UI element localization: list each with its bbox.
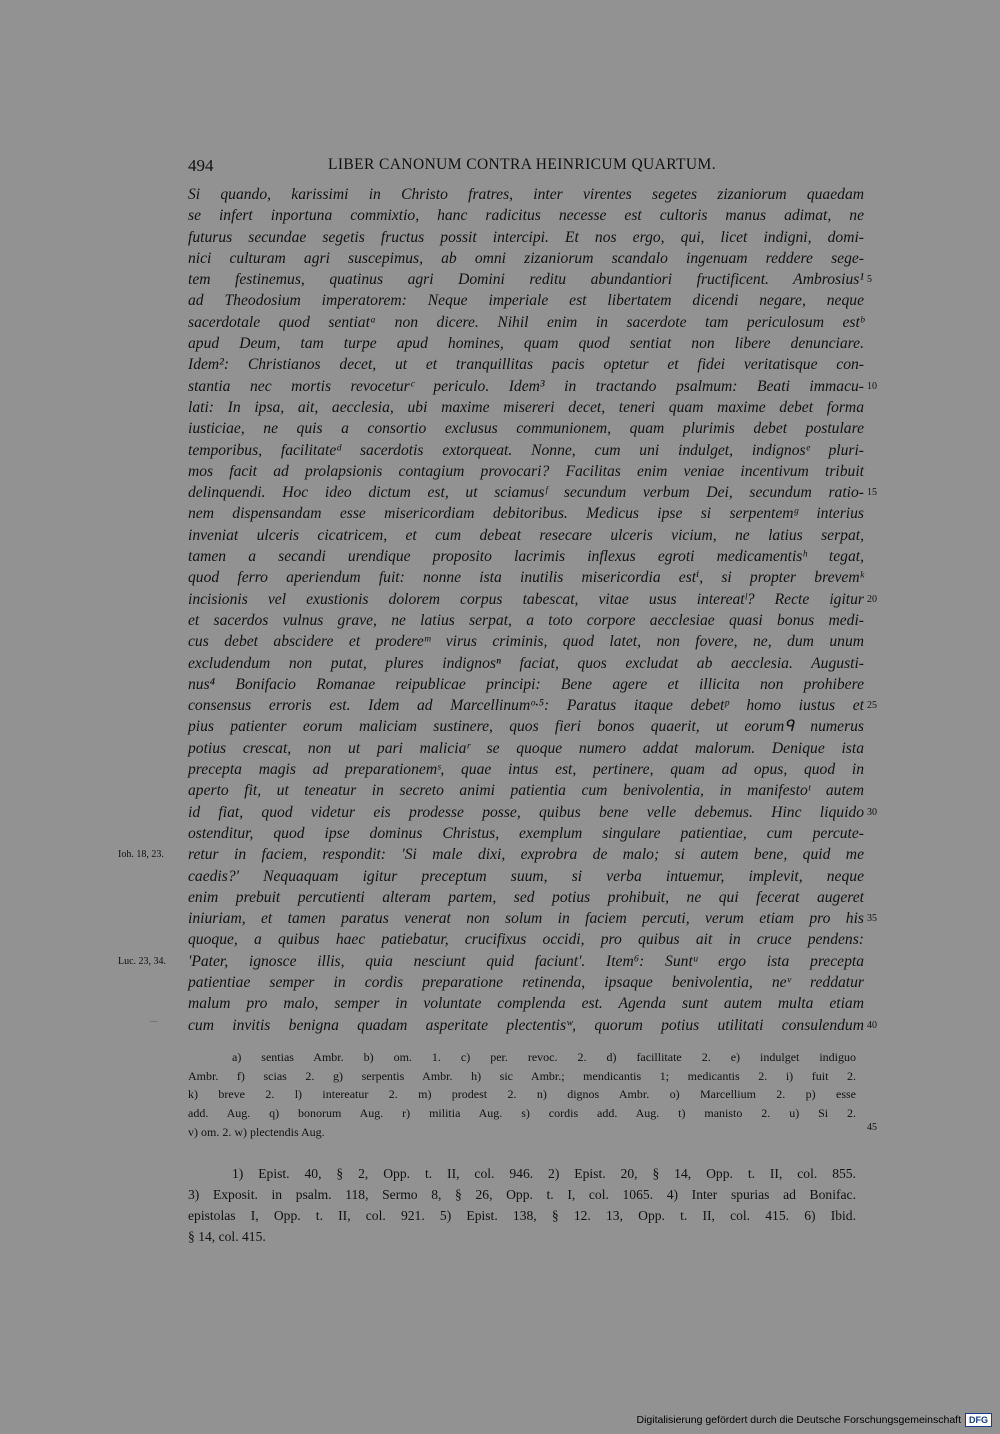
- line-number: 30: [867, 806, 877, 818]
- line-number: 40: [867, 1019, 877, 1031]
- source-references: [188, 1163, 856, 1247]
- text-line: cum invitis benigna quadam asperitate plectentisʷ, quorum potius utilitati consulendum: [188, 1016, 864, 1034]
- text-line: apud Deum, tam turpe apud homines, quam quod sentiat non libere denunciare.: [188, 335, 864, 353]
- text-line: aperto fit, ut teneatur in secreto animi patientia cum benivolentia, in manifestoᵗ autem: [188, 782, 864, 800]
- text-line: potius crescat, non ut pari maliciaʳ se quoque numero addat malorum. Denique ista: [188, 739, 864, 757]
- dfg-logo: DFG: [965, 1413, 992, 1427]
- source-reference-line: § 14, col. 415.: [188, 1229, 266, 1244]
- text-line: Idem²: Christianos decet, ut et tranquillitas pacis optetur et fidei veritatisque con-: [188, 356, 864, 374]
- text-line: caedis?' Nequaquam igitur preceptum suum, si verba intuemur, implevit, neque: [188, 867, 864, 885]
- variant-note-line: a) sentias Ambr. b) om. 1. c) per. revoc. 2. d) facillitate 2. e) indulget indiguo: [232, 1050, 856, 1064]
- text-line: excludendum non putat, plures indignosⁿ faciat, quos excludat ab aecclesia. Augusti-: [188, 654, 864, 672]
- margin-reference: Luc. 23, 34.: [118, 955, 167, 967]
- text-line: futurus secundae segetis fructus possit intercipi. Et nos ergo, qui, licet indigni, domi-: [188, 228, 864, 246]
- line-number: 15: [867, 487, 877, 499]
- text-line: precepta magis ad preparationemˢ, quae intus est, pertinere, quam ad opus, quod in: [188, 761, 864, 779]
- text-line: patientiae semper in cordis preparatione retinenda, ipsaque benivolentia, neᵛ reddatur: [188, 973, 864, 991]
- text-line: retur in faciem, respondit: 'Si male dixi, exprobra de malo; si autem bene, quid me: [188, 846, 864, 864]
- line-number: 5: [867, 274, 872, 286]
- variant-note-line: add. Aug. q) bonorum Aug. r) militia Aug. s) cordis add. Aug. t) manisto 2. u) Si 2.: [188, 1106, 856, 1121]
- text-line: se infert inportuna commixtio, hanc radicitus necesse est cultoris manus adimat, ne: [188, 207, 864, 225]
- text-line: quoque, a quibus haec patiebatur, crucifixus occidi, pro quibus ait in cruce pendens:: [188, 931, 864, 949]
- text-line: nus⁴ Bonifacio Romanae reipublicae principi: Bene agere et illicita non prohibere: [188, 675, 864, 693]
- text-line: ostenditur, quod ipse dominus Christus, exemplum singulare patientiae, cum percute-: [188, 824, 864, 842]
- text-line: delinquendi. Hoc ideo dictum est, ut sciamusᶠ secundum verbum Dei, secundum ratio-: [188, 484, 864, 502]
- text-line: consensus erroris est. Idem ad Marcellinumᵒ·⁵: Paratus itaque debetᵖ homo iustus et: [188, 697, 864, 715]
- text-line: iusticiae, ne quis a consortio exclusus communionem, quam plurimis debet postulare: [188, 420, 864, 438]
- variant-note-line: Ambr. f) scias 2. g) serpentis Ambr. h) sic Ambr.; mendicantis 1; medicantis 2. i) fuit 2.: [188, 1068, 856, 1083]
- text-line: Si quando, karissimi in Christo fratres, inter virentes segetes zizaniorum quaedam: [188, 186, 864, 203]
- line-number: 35: [867, 913, 877, 925]
- text-line: enim prebuit percutienti alteram partem, sed potius prohibuit, ne qui fecerat augeret: [188, 888, 864, 906]
- source-reference-line: epistolas I, Opp. t. II, col. 921. 5) Epist. 138, § 12. 13, Opp. t. II, col. 415. 6) Ibid.: [188, 1208, 856, 1223]
- text-line: inveniat ulceris cicatricem, et cum debeat resecare ulceris vicium, ne latius serpat,: [188, 526, 864, 544]
- variant-note-line: k) breve 2. l) intereatur 2. m) prodest 2. n) dignos Ambr. o) Marcellium 2. p) esse: [188, 1087, 856, 1102]
- running-head-title: LIBER CANONUM CONTRA HEINRICUM QUARTUM.: [328, 156, 716, 173]
- page-number: 494: [188, 156, 214, 175]
- text-line: sacerdotale quod sentiatᵃ non dicere. Nihil enim in sacerdote tam periculosum estᵇ: [188, 313, 864, 331]
- text-line: tem festinemus, quatinus agri Domini reditu abundantiori fructificent. Ambrosius¹: [188, 271, 864, 289]
- main-text: [188, 184, 864, 1036]
- text-line: malum pro malo, semper in voluntate complenda est. Agenda sunt autem multa etiam: [188, 995, 864, 1013]
- variant-notes: [188, 1048, 856, 1141]
- text-line: cus debet abscidere et prodereᵐ virus criminis, quod latet, non fovere, ne, dum unum: [188, 633, 864, 651]
- text-line: mos facit ad prolapsionis contagium provocari? Facilitas enim veniae incentivum tribuit: [188, 462, 864, 480]
- text-line: stantia nec mortis revoceturᶜ periculo. Idem³ in tractando psalmum: Beati immacu-: [188, 377, 864, 395]
- margin-reference: Ioh. 18, 23.: [118, 849, 164, 861]
- text-line: ad Theodosium imperatorem: Neque imperiale est libertatem dicendi negare, neque: [188, 292, 864, 310]
- text-line: 'Pater, ignosce illis, quia nesciunt quid faciunt'. Item⁶: Suntᵘ ergo ista precepta: [188, 952, 864, 970]
- text-line: quod ferro aperiendum fuit: nonne ista inutilis misericordia estⁱ, si propter brevemᵏ: [188, 569, 864, 587]
- source-reference-line: 3) Exposit. in psalm. 118, Sermo 8, § 26, Opp. t. I, col. 1065. 4) Inter spurias ad Bonifac.: [188, 1187, 856, 1202]
- text-line: nem dispensandam esse misericordiam debitoribus. Medicus ipse si serpentemᵍ interius: [188, 505, 864, 523]
- line-number: 10: [867, 380, 877, 392]
- text-line: tamen a secandi urendique proposito lacrimis inflexus egroti medicamentisʰ tegat,: [188, 548, 864, 566]
- text-line: incisionis vel exustionis dolorem corpus tabescat, vitae usus intereatˡ? Recte igitur: [188, 590, 864, 608]
- text-line: pius patienter eorum maliciam sustinere, quos fieri bonos quaerit, ut eorumᑫ numerus: [188, 718, 864, 736]
- source-reference-line: 1) Epist. 40, § 2, Opp. t. II, col. 946. 2) Epist. 20, § 14, Opp. t. II, col. 855.: [232, 1166, 856, 1181]
- footer-text: Digitalisierung gefördert durch die Deutsche Forschungsgemeinschaft: [636, 1414, 961, 1426]
- line-number: 25: [867, 700, 877, 712]
- margin-mark: [150, 1021, 158, 1022]
- text-line: id fiat, quod videtur eis prodesse posse, quibus bene velle debemus. Hinc liquido: [188, 803, 864, 821]
- text-line: lati: In ipsa, ait, aecclesia, ubi maxime misereri decet, teneri quam maxime debet forma: [188, 398, 864, 416]
- text-line: temporibus, facilitateᵈ sacerdotis extorqueat. Nonne, cum uni indulget, indignosᵉ pluri-: [188, 441, 864, 459]
- running-header: [188, 156, 853, 178]
- digitization-footer: [636, 1412, 992, 1428]
- text-line: nici culturam agri suscepimus, ab omni zizaniorum scandalo ingenuam reddere sege-: [188, 249, 864, 267]
- notes-line-number: 45: [867, 1122, 877, 1133]
- text-line: et sacerdos vulnus grave, ne latius serpat, a toto corpore aecclesiae quasi bonus medi-: [188, 611, 864, 629]
- line-number: 20: [867, 593, 877, 605]
- variant-note-line: v) om. 2. w) plectendis Aug.: [188, 1124, 325, 1139]
- text-line: iniuriam, et tamen paratus venerat non solum in faciem percuti, verum etiam pro his: [188, 910, 864, 928]
